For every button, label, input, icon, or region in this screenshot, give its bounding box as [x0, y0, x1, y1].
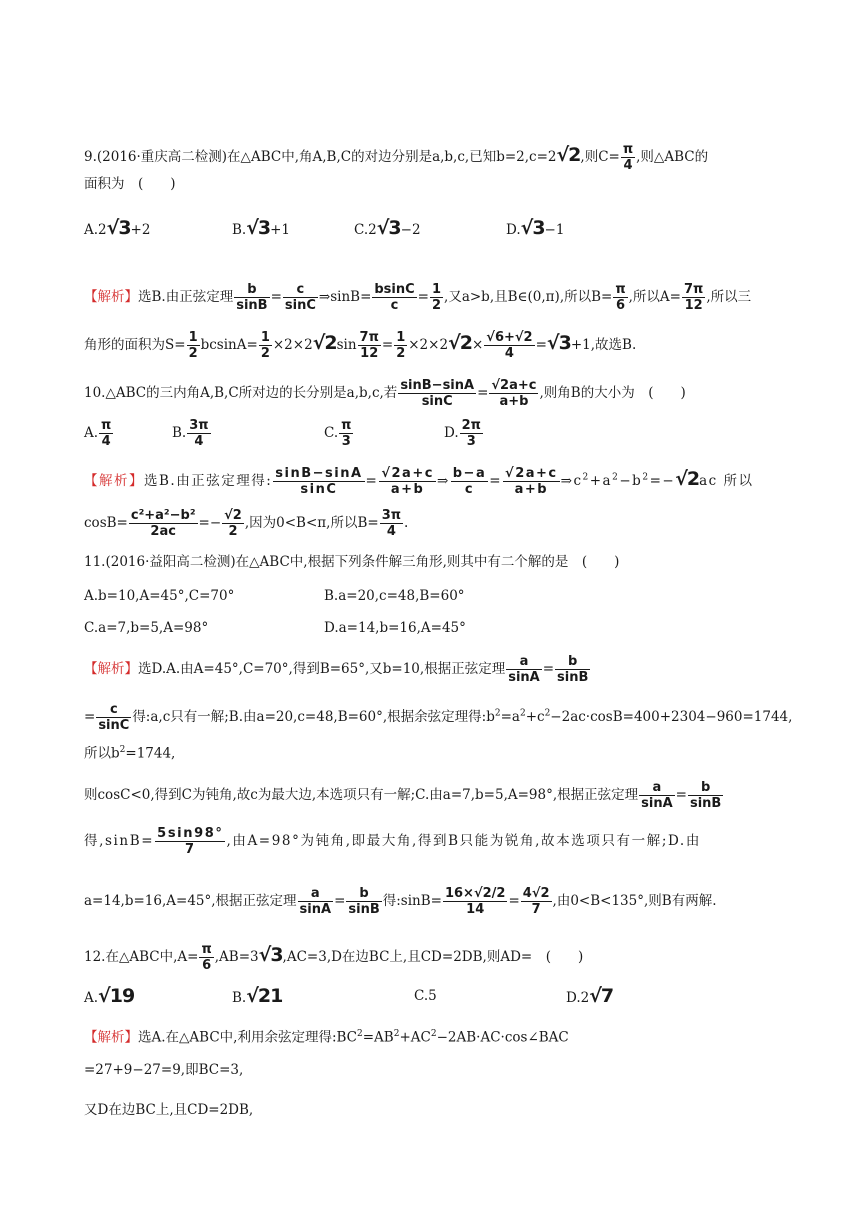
q12-option-c: C.5: [414, 988, 437, 1004]
q12-solution-line3: 又D在边BC上,且CD=2DB,: [84, 1102, 254, 1118]
q11-option-a: A.b=10,A=45°,C=70°: [84, 588, 235, 604]
q10-option-c: C. $\frac{\pi}{3}$: [324, 418, 352, 449]
q10-solution-line1: 【解析】选B.由正弦定理得: $\frac{\sin B-\sin A}{\sin C}$ = $\frac{√2a+c}{a+b}$ ⇒ $\frac{b-a}{c}$ = $\frac{√2a+c}{a+b}$ $\Rightarrow c^2+a^2-b^2=-√2ac$ 所以: [84, 466, 754, 497]
q11-solution-line3: 所以$b^2=1744$,: [84, 745, 176, 762]
q10-option-a: A. $\frac{\pi}{4}$: [84, 418, 112, 449]
q12-option-a: A.√19: [84, 985, 135, 1007]
q9-stem-part2: ,则C=: [580, 149, 620, 165]
q11-solution-line2: = $\frac{c}{\sin C}$ 得:a,c只有一解;B.由a=20,c=48,B=60°,根据余弦定理得$:b^2=a^2+c^2-2ac\cdot\cos B=400+2304-960=1744$,: [84, 702, 793, 733]
q11-stem: 11.(2016·益阳高二检测)在△ABC中,根据下列条件解三角形,则其中有二个解的是 ( ): [84, 554, 620, 570]
q9-stem-part1: 9.(2016·重庆高二检测)在△ABC中,角A,B,C的对边分别是a,b,c,已知b=2,c=2: [84, 149, 557, 165]
q11-option-d: D.a=14,b=16,A=45°: [324, 620, 466, 636]
q12-solution-tag: 【解析】: [84, 1029, 138, 1046]
q10-stem: 10.△ABC的三内角A,B,C所对边的长分别是a,b,c,若 $\frac{\sin B-\sin A}{\sin C}$ = $\frac{√2a+c}{a+b}$ ,则角B的大小为 ( ): [84, 378, 686, 409]
q9-stem: 9.(2016·重庆高二检测)在△ABC中,角A,B,C的对边分别是a,b,c,已知b=2,c=2√2,则C= $\frac{\pi}{4}$ ,则△ABC的: [84, 142, 709, 173]
q9-option-c: C.2√3−2: [354, 217, 421, 239]
q9-stem-line2: 面积为 ( ): [84, 176, 176, 192]
q10-option-b: B. $\frac{3\pi}{4}$: [172, 418, 209, 449]
q11-option-b: B.a=20,c=48,B=60°: [324, 588, 465, 604]
q12-stem: 12.在△ABC中,A= $\frac{\pi}{6}$ ,AB=3√3,AC=3,D在边BC上,且CD=2DB,则AD= ( ): [84, 942, 584, 973]
q9-option-a: A.2√3+2: [84, 217, 151, 239]
q12-option-b: B.√21: [232, 985, 283, 1007]
q12-option-d: D.2√7: [566, 985, 614, 1007]
q10-option-d: D. $\frac{2\pi}{3}$: [444, 418, 481, 449]
q10-solution-tag: 【解析】: [84, 473, 144, 489]
q10-solution-line2: cosB= $\frac{\text{c²+a²−b²}}{2ac}$ =− $\frac{√2}{2}$ ,因为0<B<π,所以B= $\frac{3\pi}{4}$ .: [84, 508, 409, 539]
q9-option-d: D.√3−1: [506, 217, 565, 239]
q9-option-b: B.√3+1: [232, 217, 291, 239]
q9-solution-tag: 【解析】: [84, 289, 138, 305]
q11-solution-line4: 则cosC<0,得到C为钝角,故c为最大边,本选项只有一解;C.由a=7,b=5,A=98°,根据正弦定理 $\frac{a}{\sin A}$ = $\frac{b}{\sin B}$: [84, 780, 722, 811]
q11-solution-line1: 【解析】选D.A.由A=45°,C=70°,得到B=65°,又b=10,根据正弦定理 $\frac{a}{\sin A}$ = $\frac{b}{\sin B}$: [84, 654, 589, 685]
q9-solution-line1: 【解析】选B.由正弦定理 $\frac{b}{\sin B}$ = $\frac{c}{\sin C}$ ⇒sinB= $\frac{bsinC}{c}$ = $\frac{1}{2}$ ,又a>b,且B∈(0,π),所以B= $\frac{\pi}{6}$ ,所以A= $\frac{7\pi}{12}$ ,所以三: [84, 282, 752, 313]
q11-solution-line5: 得,sinB= $\frac{5\sin 98^\circ}{7}$ ,由A=98°为钝角,即最大角,得到B只能为锐角,故本选项只有一解;D.由: [84, 826, 701, 857]
q11-solution-tag: 【解析】: [84, 661, 138, 677]
q9-stem-part3: ,则△ABC的: [636, 149, 709, 165]
q9-solution-line2: 角形的面积为S= $\frac{1}{2}$ bcsinA= $\frac{1}{2}$ ×2×2√2sin $\frac{7\pi}{12}$ = $\frac{1}{2}$ ×2×2√2× $\frac{√6+√2}{4}$ =√3+1,故选B.: [84, 330, 637, 361]
q12-solution-line2: =27+9−27=9,即BC=3,: [84, 1062, 244, 1078]
q12-solution-line1: 【解析】选A.在△ABC中,利用余弦定理得$:BC^2=AB^2+AC^2-2AB\cdot AC\cdot\cos\angle BAC$: [84, 1029, 569, 1046]
q11-option-c: C.a=7,b=5,A=98°: [84, 620, 209, 636]
q11-solution-line6: a=14,b=16,A=45°,根据正弦定理 $\frac{a}{\sin A}$ = $\frac{b}{\sin B}$ 得:sinB= $\frac{16\times√2/2}{14}$ = $\frac{4√2}{7}$ ,由0<B<135°,则B有两解.: [84, 886, 717, 917]
